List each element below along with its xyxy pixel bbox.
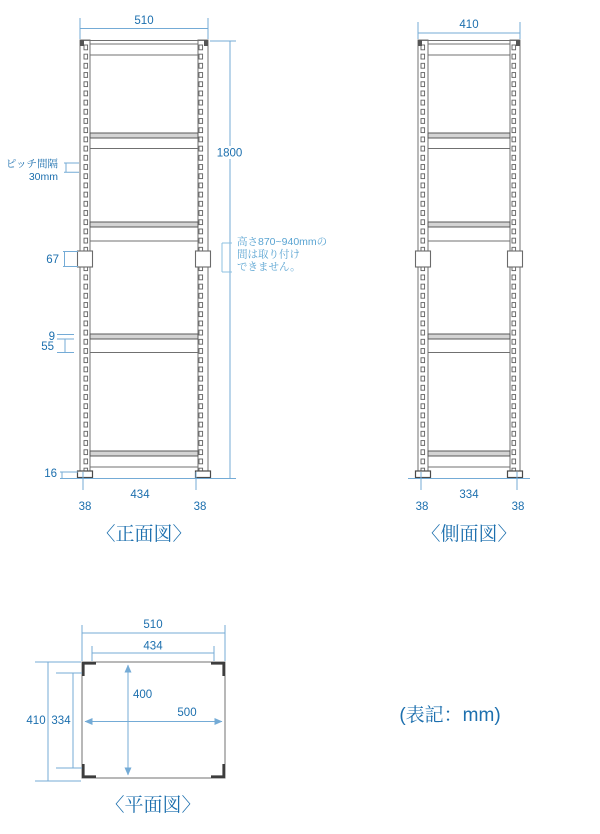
front-shelf-beam-label: 55 bbox=[41, 341, 54, 353]
unit-note: (表記：mm) bbox=[399, 705, 501, 726]
front-top-beam bbox=[80, 41, 208, 56]
plan-corner-post-br bbox=[211, 764, 224, 777]
front-pitch-label-line2: 30mm bbox=[28, 171, 58, 183]
plan-outline bbox=[82, 662, 225, 778]
front-shelf-lip-label: 9 bbox=[48, 331, 55, 343]
front-foot-height-label: 16 bbox=[44, 468, 57, 480]
plan-clear-depth-label: 400 bbox=[133, 689, 153, 701]
plan-view bbox=[26, 619, 225, 816]
front-pitch-label-line1: ピッチ間隔 bbox=[5, 158, 58, 170]
side-view bbox=[408, 19, 530, 545]
plan-corner-post-tl bbox=[83, 663, 96, 676]
front-right-foot bbox=[196, 471, 211, 478]
plan-inner-depth-label: 334 bbox=[51, 715, 71, 727]
plan-inner-width-label: 434 bbox=[143, 640, 163, 653]
side-left-foot bbox=[416, 471, 431, 478]
side-overall-width-label: 410 bbox=[459, 19, 479, 31]
side-shelves bbox=[428, 133, 510, 467]
plan-view-dimensions bbox=[35, 625, 225, 781]
side-top-beam bbox=[418, 41, 520, 56]
front-left-joint-clamp bbox=[78, 251, 93, 267]
plan-view-caption: 〈平面図〉 bbox=[105, 795, 201, 816]
side-right-top-cap bbox=[516, 40, 520, 46]
front-left-foot bbox=[78, 471, 93, 478]
front-overall-height-label: 1800 bbox=[216, 147, 243, 160]
plan-clear-width-label: 500 bbox=[177, 707, 197, 719]
plan-view-structure bbox=[82, 662, 225, 778]
front-overall-width-label: 510 bbox=[134, 15, 154, 27]
front-view-structure bbox=[78, 40, 211, 478]
front-annotation-line3: できません。 bbox=[237, 261, 301, 273]
side-view-caption: 〈側面図〉 bbox=[421, 524, 517, 545]
side-view-structure bbox=[416, 40, 523, 478]
side-left-post-width-label: 38 bbox=[415, 501, 429, 513]
plan-corner-post-tr bbox=[211, 663, 224, 676]
side-inner-width-label: 334 bbox=[459, 489, 479, 501]
side-right-joint-clamp bbox=[508, 251, 523, 267]
front-annotation-line2: 間は取り付け bbox=[237, 248, 300, 261]
front-right-post-width-label: 38 bbox=[193, 501, 207, 513]
front-shelves bbox=[90, 133, 198, 467]
front-joint-height-label: 67 bbox=[46, 254, 59, 266]
side-left-top-cap bbox=[418, 40, 422, 46]
plan-corner-post-bl bbox=[83, 764, 96, 777]
front-view-caption: 〈正面図〉 bbox=[96, 524, 192, 545]
front-right-top-cap bbox=[204, 40, 208, 46]
front-inner-width-label: 434 bbox=[130, 489, 150, 501]
front-right-joint-clamp bbox=[196, 251, 211, 267]
side-left-joint-clamp bbox=[416, 251, 431, 267]
plan-overall-depth-label: 410 bbox=[26, 715, 46, 727]
side-right-post-width-label: 38 bbox=[511, 501, 525, 513]
side-right-foot bbox=[508, 471, 523, 478]
front-annotation-line1: 高さ870~940mmの bbox=[237, 236, 328, 248]
plan-overall-width-label: 510 bbox=[143, 619, 163, 631]
front-left-post-width-label: 38 bbox=[78, 501, 92, 513]
front-view bbox=[6, 15, 327, 545]
front-left-top-cap bbox=[80, 40, 84, 46]
